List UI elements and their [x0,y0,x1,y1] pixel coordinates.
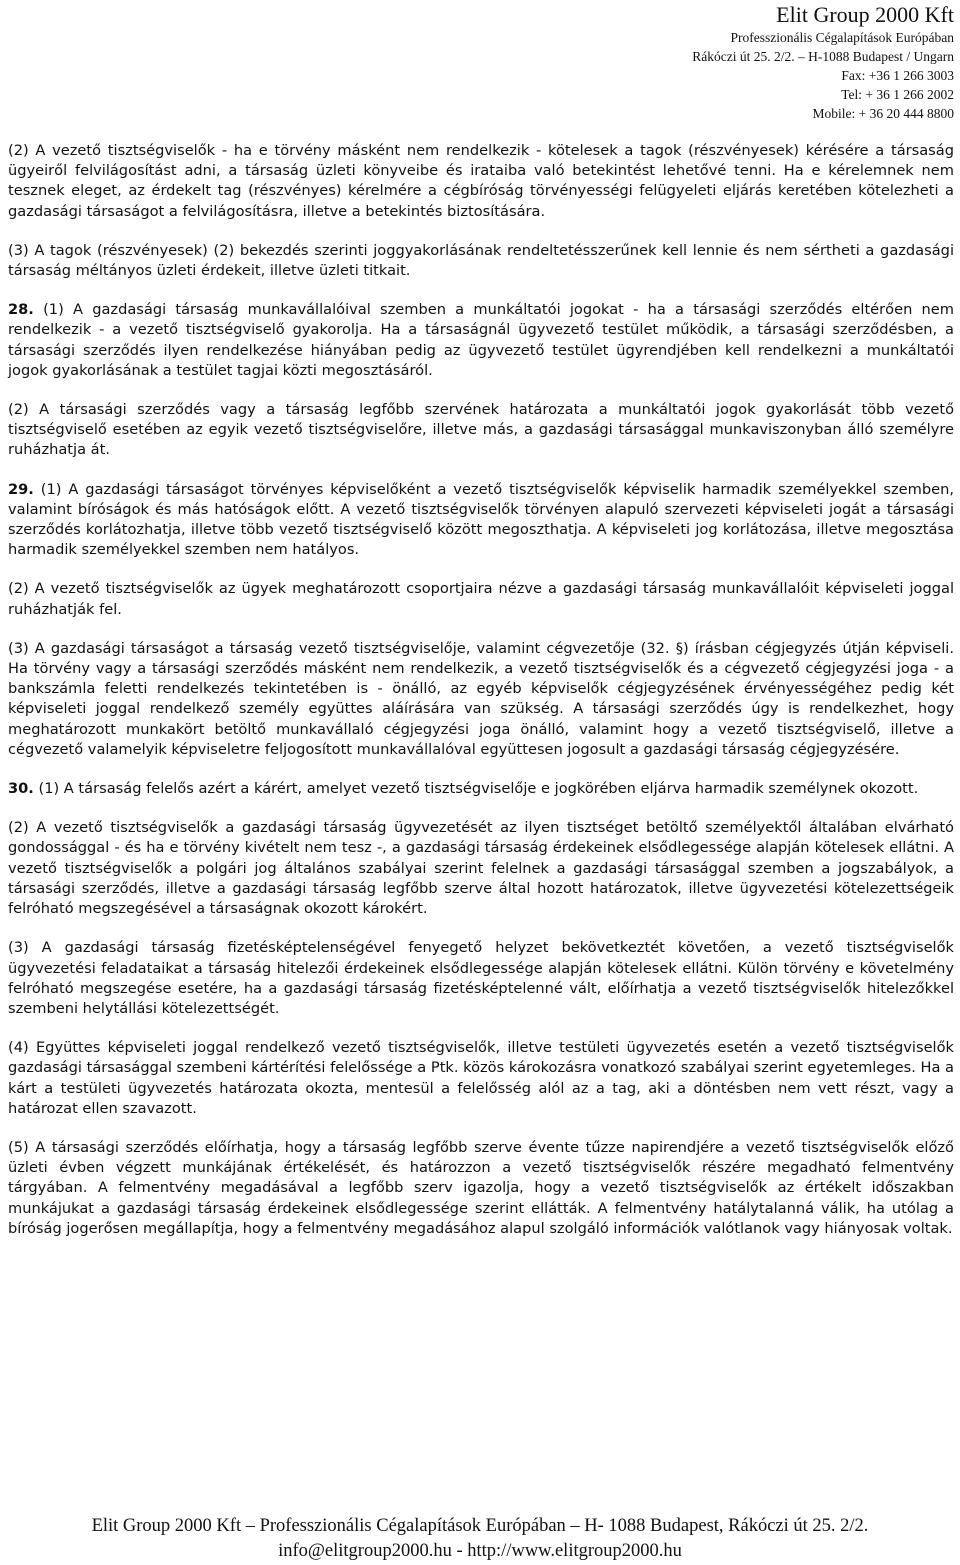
company-address: Rákóczi út 25. 2/2. – H-1088 Budapest / Ungarn [692,49,954,64]
footer-contact-line: info@elitgroup2000.hu - http://www.elitgroup2000.hu [278,1541,682,1561]
paragraph-text: (2) A vezető tisztségviselők - ha e törvény másként nem rendelkezik - kötelesek a tagok (részvényesek) kérésére a társaság ügyeiről felvilágosítást adni, a társaság üzleti könyveibe és irataiba való betekintést lehetővé tenni. Ha e kérelemnek nem tesznek eleget, az érdekelt tag (részvényes) kérelmére a cégbíróság törvényességi felügyeleti eljárás keretében kötelezheti a gazdasági társaságot a felvilágosításra, illetve a betekintés biztosítására. [8,142,954,220]
paragraph-30-2 [8,818,954,919]
document-body [8,141,954,1258]
section-number: 28. [8,301,34,319]
paragraph-27-2 [8,141,954,222]
paragraph-text: (3) A tagok (részvényesek) (2) bekezdés szerinti joggyakorlásának rendeltetésszerűnek kell lennie és nem sértheti a gazdasági társaság méltányos üzleti érdekeit, illetve üzleti titkait. [8,241,954,280]
paragraph-27-3 [8,241,954,281]
paragraph-29-3 [8,639,954,760]
section-number: 29. [8,480,34,498]
paragraph-text: (1) A gazdasági társaságot törvényes képviselőként a vezető tisztségviselők képviselik harmadik személyekkel szemben, valamint bíróságok és más hatóságok előtt. A vezető tisztségviselők törvényen alapuló szervezeti képviseleti jogát a társasági szerződés korlátozhatja, illetve több vezető tisztségviselő között megoszthatja. A képviseleti jog korlátozása, illetve megosztása harmadik személyekkel szemben nem hatályos. [8,480,955,559]
paragraph-text: (3) A gazdasági társaságot a társaság vezető tisztségviselője, valamint cégvezetője (32. §) írásban cégjegyzés útján képviseli. Ha törvény vagy a társasági szerződés másként nem rendelkezik, a vezető tisztségviselők és a cégvezető cégjegyzési joga - a bankszámla feletti rendelkezés tekintetében is - önálló, az egyéb képviselők cégjegyzésének érvényességéhez pedig két képviseleti joggal rendelkező személy együttes aláírására van szükség. A társasági szerződés úgy is rendelkezhet, hogy meghatározott munkakört betöltő munkavállaló cégjegyzési joga önálló, valamint hogy a vezető tisztségviselő, illetve a cégvezető valamelyik képviseletre feljogosított munkavállalóval együttesen jogosult a gazdasági társaság cégjegyzésére. [8,639,954,758]
company-tel: Tel: + 36 1 266 2002 [841,87,954,102]
paragraph-29-1 [8,480,954,561]
letterhead [594,2,954,123]
paragraph-text: (5) A társasági szerződés előírhatja, hogy a társaság legfőbb szerve évente tűzze napirendjére a vezető tisztségviselők előző üzleti évben végzett munkájának értékelését, és határozzon a vezető tisztségviselők részére megadható felmentvény tárgyában. A felmentvény megadásával a legfőbb szerv igazolja, hogy a vezető tisztségviselők az értékelt időszakban munkájukat a gazdasági társaság érdekeinek elsődlegessége szerint ellátták. A felmentvény hatálytalanná válik, ha utólag a bíróság jogerősen megállapítja, hogy a felmentvény megadásához alapul szolgáló információk valótlanok vagy hiányosak voltak. [8,1138,954,1237]
paragraph-text: (2) A vezető tisztségviselők az ügyek meghatározott csoportjaira nézve a gazdasági társaság munkavállalóit képviseleti joggal ruházhatják fel. [8,580,954,618]
company-tagline: Professzionális Cégalapítások Európában [730,30,954,45]
paragraph-text: (2) A vezető tisztségviselők a gazdasági társaság ügyvezetését az ilyen tisztséget betöltő személyektől általában elvárható gondossággal - és ha e törvény kivételt nem tesz -, a gazdasági társaság érdekeinek elsődlegessége alapján kötelesek ellátni. A vezető tisztségviselők a polgári jog általános szabályai szerint felelnek a gazdasági társasággal szemben a jogszabályok, a társasági szerződés, illetve a gazdasági társaság legfőbb szerve által hozott határozatok, illetve ügyvezetési kötelezettségeik felróható megszegésével a társaságnak okozott károkért. [8,819,954,918]
company-fax: Fax: +36 1 266 3003 [841,68,954,83]
paragraph-text: (1) A gazdasági társaság munkavállalóival szemben a munkáltatói jogokat - ha a társasági szerződés eltérően nem rendelkezik - a vezető tisztségviselő gyakorolja. Ha a társaságnál ügyvezető testület működik, a társasági szerződésben, a társasági szerződés ilyen rendelkezése hiányában pedig az ügyvezető testület ügyrendjében kell rendelkezni a munkáltatói jogok gyakorlásának a testület tagjai közti megosztásáról. [8,301,954,379]
section-number: 30. [8,780,34,798]
paragraph-30-4 [8,1038,954,1119]
paragraph-text: (3) A gazdasági társaság fizetésképtelenségével fenyegető helyzet bekövetkeztét követően, a vezető tisztségviselők ügyvezetési feladataikat a társaság hitelezői érdekeinek elsődlegessége alapján kötelesek ellátni. Külön törvény e követelmény felróható megszegése esetére, ha a gazdasági társaság fizetésképtelenné vált, előírhatja a vezető tisztségviselők hitelezőkkel szembeni helytállási kötelezettségét. [8,939,954,1017]
paragraph-text: (2) A társasági szerződés vagy a társaság legfőbb szervének határozata a munkáltatói jogok gyakorlását több vezető tisztségviselő esetében az egyik vezető tisztségviselőre, illetve más, a gazdasági társasággal munkaviszonyban álló személyre ruházhatja át. [8,401,954,459]
paragraph-28-1 [8,300,954,381]
paragraph-text: (4) Együttes képviseleti joggal rendelkező vezető tisztségviselők, illetve testületi ügyvezetés esetén a vezető tisztségviselők gazdasági társasággal szembeni kártérítési felelőssége a Ptk. közös károkozásra vonatkozó szabályai szerint egyetemleges. Ha a kárt a testületi ügyvezetés határozata okozta, mentesül a felelősség alól az a tag, aki a döntésben nem vett részt, vagy a határozat ellen szavazott. [8,1039,954,1117]
company-name: Elit Group 2000 Kft [776,2,954,27]
paragraph-text: (1) A társaság felelős azért a kárért, amelyet vezető tisztségviselője e jogkörében eljárva harmadik személynek okozott. [38,780,919,798]
paragraph-29-2 [8,579,954,619]
paragraph-30-5 [8,1138,954,1239]
company-mobile: Mobile: + 36 20 444 8800 [812,106,954,121]
footer-company-line: Elit Group 2000 Kft – Professzionális Cégalapítások Európában – H- 1088 Budapest, Rákóczi út 25. 2/2. [91,1516,869,1536]
paragraph-30-3 [8,938,954,1019]
page-footer [0,1514,960,1564]
paragraph-28-2 [8,400,954,461]
paragraph-30-1 [8,779,954,799]
